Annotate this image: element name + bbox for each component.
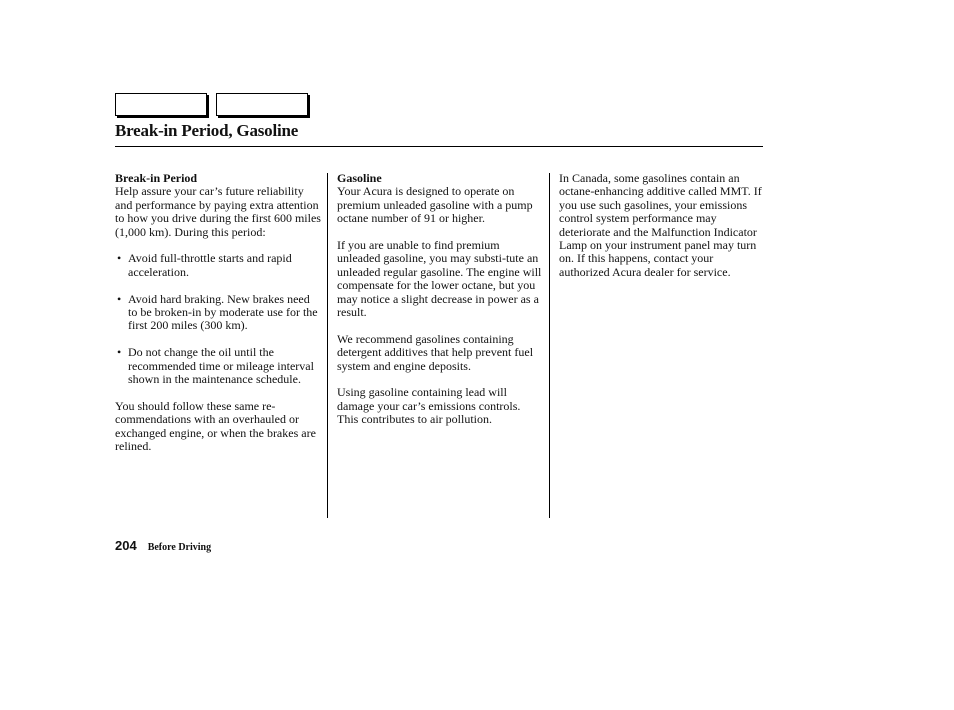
bullet-icon: •	[117, 291, 122, 306]
page-number: 204	[115, 538, 137, 553]
column-gasoline	[337, 172, 544, 440]
title-divider	[115, 146, 763, 147]
bullet-item	[115, 252, 322, 279]
gasoline-paragraph: Using gasoline containing lead will damage your car’s emissions controls. This contributes to air pollution.	[337, 385, 521, 427]
column-break-in	[115, 172, 322, 467]
header-tab-box-1	[115, 93, 207, 116]
gasoline-paragraph: Your Acura is designed to operate on premium unleaded gasoline with a pump octane number of 91 or higher.	[337, 184, 533, 226]
bullet-text: Avoid full-throttle starts and rapid acceleration.	[128, 251, 292, 279]
page-footer	[115, 537, 211, 555]
column-divider	[549, 173, 550, 518]
bullet-item	[115, 346, 322, 386]
bullet-icon: •	[117, 345, 122, 360]
column-canada	[559, 172, 763, 293]
break-in-intro: Help assure your car’s future reliability and performance by paying extra attention to how you drive during the first 600 miles (1,000 km). During this period:	[115, 184, 321, 239]
break-in-outro: You should follow these same re-commendations with an overhauled or exchanged engine, or when the brakes are relined.	[115, 398, 316, 454]
header-tab-box-2	[216, 93, 308, 116]
gasoline-paragraph: We recommend gasolines containing detergent additives that help prevent fuel system and engine deposits.	[337, 331, 534, 373]
gasoline-paragraph: If you are unable to find premium unleaded gasoline, you may substi-tute an unleaded regular gasoline. The engine will compensate for the lower octane, but you may notice a slight decrease in power as a result.	[337, 238, 542, 320]
page-title: Break-in Period, Gasoline	[115, 121, 299, 140]
gasoline-heading: Gasoline	[337, 171, 382, 185]
bullet-text: Avoid hard braking. New brakes need to be broken-in by moderate use for the first 200 miles (300 km).	[128, 291, 318, 333]
canada-paragraph: In Canada, some gasolines contain an octane-enhancing additive called MMT. If you use such gasolines, your emissions control system performance may deteriorate and the Malfunction Indicator Lamp on your instrument panel may turn on. If this happens, contact your authorized Acura dealer for service.	[559, 171, 762, 279]
column-divider	[327, 173, 328, 518]
section-name: Before Driving	[147, 542, 212, 553]
bullet-text: Do not change the oil until the recommended time or mileage interval shown in the maintenance schedule.	[128, 345, 314, 387]
break-in-heading: Break-in Period	[115, 171, 198, 185]
bullet-icon: •	[117, 251, 122, 266]
bullet-item	[115, 293, 322, 333]
